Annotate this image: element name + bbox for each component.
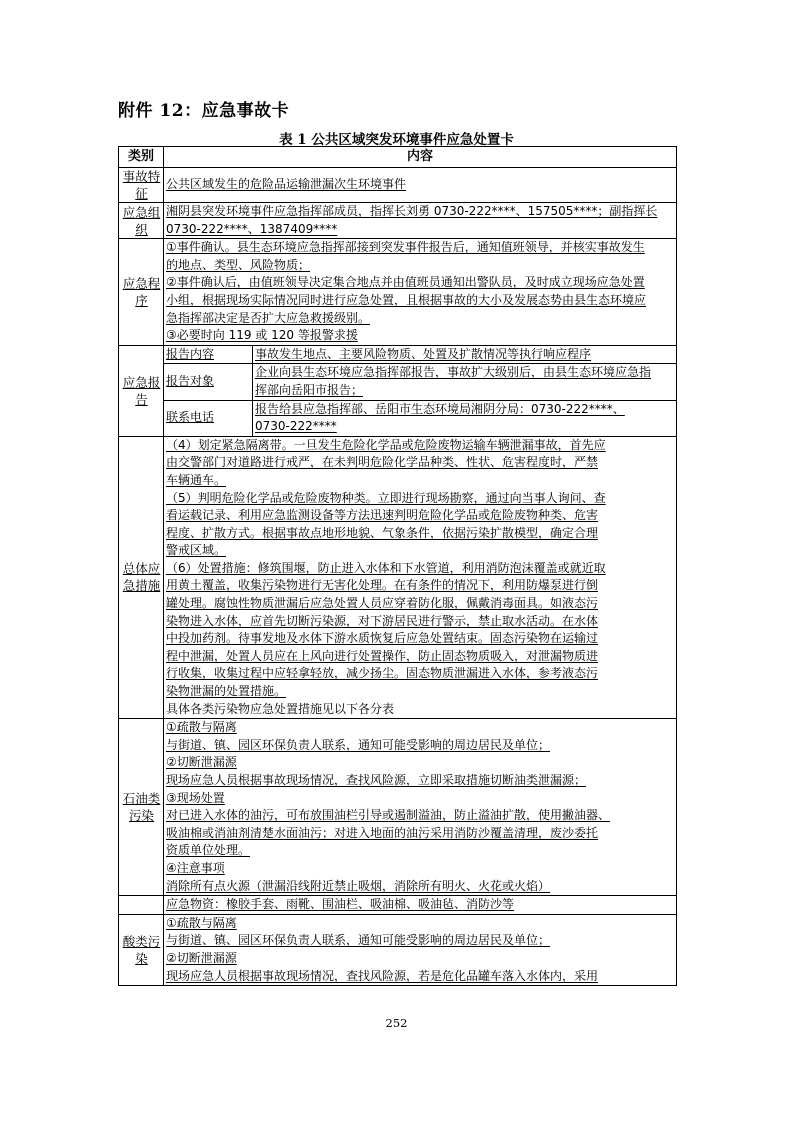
report-target-label-text: 报告对象 (166, 374, 215, 389)
category-emergency-org: 应急组织 (119, 203, 164, 239)
text-line: 程中泄漏，处置人员应在上风向进行处置操作，防止固态物质吸入，对泄漏物质进 (166, 648, 599, 663)
category-oil-pollution: 石油类污染 (119, 719, 164, 896)
text-line: 与街道、镇、园区环保负责人联系，通知可能受影响的周边居民及单位； (166, 737, 551, 752)
text-line: 对已进入水体的油污，可布放围油栏引导或遏制溢油，防止溢油扩散，使用撇油器、 (166, 808, 611, 823)
content-emergency-procedure (164, 239, 677, 346)
text-line: 事故发生地点、主要风险物质、处置及扩散情况等执行响应程序 (255, 346, 592, 361)
text-line: 罐处理。腐蚀性物质泄漏后应急处置人员应穿着防化服，佩戴消毒面具。如液态污 (166, 596, 599, 611)
report-phone-label (164, 400, 253, 436)
text-line: 与街道、镇、园区环保负责人联系，通知可能受影响的周边居民及单位； (166, 933, 551, 948)
text-line: （4）划定紧急隔离带。一旦发生危险化学品或危险废物运输车辆泄漏事故，首先应 (166, 437, 606, 452)
row-emergency-procedure (119, 239, 677, 346)
row-accident-feature (119, 168, 677, 203)
header-content: 内容 (164, 147, 677, 168)
text-line: ③现场处置 (166, 790, 225, 805)
category-emergency-report: 应急报告 (119, 345, 164, 436)
text-line: 用黄土覆盖，收集污染物进行无害化处理。在有条件的情况下，利用防爆泵进行倒 (166, 578, 599, 593)
content-oil-pollution (164, 719, 677, 896)
text-line: ①疏散与隔离 (166, 915, 237, 930)
text-line: 染物泄漏的处置措施。 (166, 684, 287, 699)
content-oil-materials (164, 896, 677, 915)
report-content-value (253, 345, 677, 364)
emergency-card-table (118, 146, 677, 986)
report-content-label (164, 345, 253, 364)
text-line: 现场应急人员根据事故现场情况，查找风险源，立即采取措施切断油类泄漏源； (166, 773, 587, 787)
text-line: 消除所有点火源（泄漏沿线附近禁止吸烟，消除所有明火、火花或火焰） (166, 878, 551, 893)
report-content-label-text: 报告内容 (166, 346, 215, 361)
text-line: 具体各类污染物应急处置措施见以下各分表 (166, 701, 395, 716)
text-line: 的地点、类型、风险物质； (166, 257, 311, 272)
row-oil-materials (119, 896, 677, 915)
category-accident-feature: 事故特征 (119, 168, 164, 203)
page-heading: 附件 12：应急事故卡 (118, 101, 290, 121)
text-line: 程度、扩散方式。根据事故点地形地貌、气象条件，依据污染扩散模型，确定合理 (166, 525, 599, 540)
text-line: 急指挥部决定是否扩大应急救援级别。 (166, 310, 371, 325)
content-acid-pollution (164, 914, 677, 985)
row-report-phone (119, 400, 677, 436)
text-line: 小组，根据现场实际情况同时进行应急处置，且根据事故的大小及发展态势由县生态环境应 (166, 292, 647, 307)
row-report-content (119, 345, 677, 364)
table-title: 表 1 公共区域突发环境事件应急处置卡 (279, 132, 514, 148)
category-oil-materials (119, 896, 164, 915)
header-category: 类别 (119, 147, 164, 168)
report-target-label (164, 364, 253, 400)
text-line: ①疏散与隔离 (166, 720, 237, 735)
text-line: 车辆通车。 (166, 472, 227, 487)
content-emergency-org (164, 203, 677, 239)
text-line: 吸油棉或消油剂清楚水面油污；对进入地面的油污采用消防沙覆盖清理，废沙委托 (166, 825, 599, 840)
text-line: 看运载记录、利用应急监测设备等方法迅速判明危险化学品或危险废物种类、危害 (166, 508, 599, 523)
text-line: ②切断泄漏源 (166, 755, 237, 770)
row-acid-pollution (119, 914, 677, 985)
report-phone-value (253, 400, 677, 436)
text-line: ①事件确认。县生态环境应急指挥部接到突发事件报告后，通知值班领导，并核实事故发生 (166, 240, 645, 255)
text-line: ②切断泄漏源 (166, 950, 237, 965)
text-line: 公共区域发生的危险品运输泄漏次生环境事件 (166, 177, 407, 192)
text-line: ④注意事项 (166, 860, 225, 875)
text-line: 警戒区域。 (166, 543, 227, 558)
text-line: 中投加药剂。待事发地及水体下游水质恢复后应急处置结束。固态污染物在运输过 (166, 631, 599, 646)
row-emergency-org (119, 203, 677, 239)
text-line: 0730-222**** (255, 419, 337, 434)
row-oil-pollution (119, 719, 677, 896)
text-line: 0730-222****、1387409**** (166, 221, 338, 236)
text-line: 湘阴县突发环境事件应急指挥部成员，指挥长刘勇 0730-222****、157505****；副指挥长 (166, 204, 658, 218)
text-line: 挥部向岳阳市报告； (255, 382, 364, 397)
category-overall-measures: 总体应急措施 (119, 436, 164, 719)
text-line: （5）判明危险化学品或危险废物种类。立即进行现场勘察，通过向当事人询问、查 (166, 490, 606, 505)
content-accident-feature (164, 168, 677, 203)
text-line: ③必要时向 119 或 120 等报警求援 (166, 328, 358, 343)
text-line: 现场应急人员根据事故现场情况，查找风险源，若是危化品罐车落入水体内，采用 (166, 968, 599, 983)
text-line: 应急物资：橡胶手套、雨靴、围油栏、吸油棉、吸油毡、消防沙等 (166, 897, 515, 912)
text-line: 行收集，收集过程中应轻拿轻放，减少扬尘。固态物质泄漏进入水体，参考液态污 (166, 666, 599, 681)
table-header-row (119, 147, 677, 168)
row-report-target (119, 364, 677, 400)
text-line: 资质单位处理。 (166, 843, 251, 858)
text-line: 由交警部门对道路进行戒严，在未判明危险化学品种类、性状、危害程度时，严禁 (166, 455, 599, 470)
text-line: 企业向县生态环境应急指挥部报告，事故扩大级别后，由县生态环境应急指 (255, 365, 652, 380)
content-overall-measures (164, 436, 677, 719)
text-line: ②事件确认后，由值班领导决定集合地点并由值班员通知出警队员，及时成立现场应急处置 (166, 275, 645, 290)
category-acid-pollution: 酸类污染 (119, 914, 164, 985)
category-emergency-procedure: 应急程序 (119, 239, 164, 346)
text-line: 报告给县应急指挥部、岳阳市生态环境局湘阴分局：0730-222****、 (255, 401, 625, 416)
report-target-value (253, 364, 677, 400)
report-phone-label-text: 联系电话 (166, 410, 215, 425)
row-overall-measures (119, 436, 677, 719)
text-line: 染物进入水体，应首先切断污染源，对下游居民进行警示，禁止取水活动。在水体 (166, 613, 599, 628)
text-line: （6）处置措施：修筑围堰，防止进入水体和下水管道，利用消防泡沫覆盖或就近取 (166, 560, 606, 575)
page-number: 252 (385, 1016, 408, 1030)
